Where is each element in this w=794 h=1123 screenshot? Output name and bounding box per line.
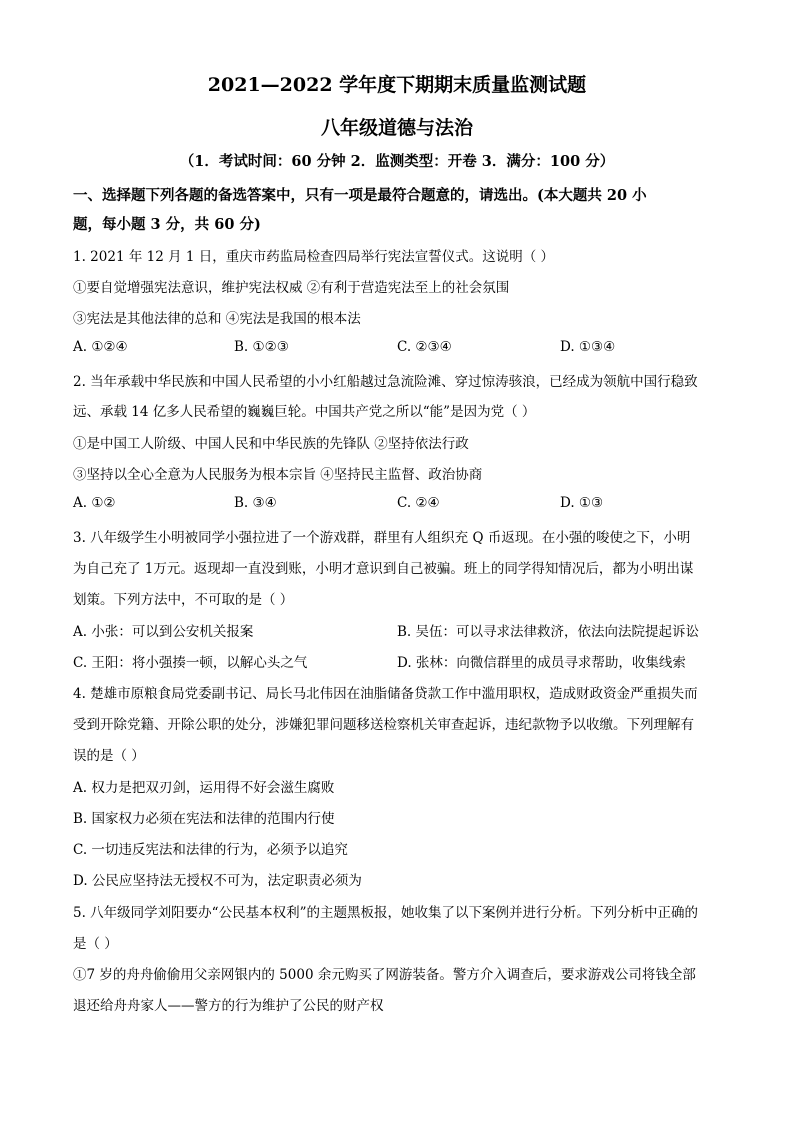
- q5-stem-line2: 是（ ）: [73, 936, 118, 952]
- q1-option-c: C. ②③④: [397, 339, 452, 355]
- q2-option-c: C. ②④: [397, 495, 440, 511]
- q2-option-d: D. ①③: [560, 495, 604, 511]
- q3-option-d: D. 张林：向微信群里的成员寻求帮助，收集线索: [397, 655, 686, 671]
- q4-option-b: B. 国家权力必须在宪法和法律的范围内行使: [73, 811, 335, 827]
- section-heading-line2: 题，每小题 3 分，共 60 分): [73, 216, 261, 233]
- q4-option-c: C. 一切违反宪法和法律的行为，必须予以追究: [73, 842, 348, 858]
- exam-info: （1．考试时间：60 分钟 2．监测类型：开卷 3．满分：100 分）: [179, 153, 615, 170]
- q1-option-d: D. ①③④: [560, 339, 616, 355]
- q3-stem-line3: 划策。下列方法中，不可取的是（ ）: [73, 592, 294, 608]
- q3-option-a: A. 小张：可以到公安机关报案: [73, 624, 254, 640]
- q2-statements-1: ①是中国工人阶级、中国人民和中华民族的先锋队 ②坚持依法行政: [73, 436, 469, 452]
- q2-option-a: A. ①②: [73, 495, 116, 511]
- q1-statements-2: ③宪法是其他法律的总和 ④宪法是我国的根本法: [73, 311, 361, 327]
- exam-subject: 八年级道德与法治: [320, 117, 473, 139]
- exam-title: 2021—2022 学年度下期期末质量监测试题: [207, 74, 587, 96]
- q1-stem: 1. 2021 年 12 月 1 日，重庆市药监局检查四局举行宪法宣誓仪式。这说明（ ）: [73, 249, 555, 265]
- q2-statements-2: ③坚持以全心全意为人民服务为根本宗旨 ④坚持民主监督、政治协商: [73, 467, 483, 483]
- q3-stem-line2: 为自己充了 1万元。返现却一直没到账，小明才意识到自己被骗。班上的同学得知情况后，都为小明出谋: [73, 561, 694, 577]
- q2-option-b: B. ③④: [234, 495, 277, 511]
- q3-stem-line1: 3. 八年级学生小明被同学小强拉进了一个游戏群，群里有人组织充 Q 币返现。在小强的唆使之下，小明: [73, 530, 691, 546]
- section-heading-line1: 一、选择题下列各题的备选答案中，只有一项是最符合题意的，请选出。(本大题共 20 小: [73, 187, 647, 204]
- q1-statements-1: ①要自觉增强宪法意识，维护宪法权威 ②有利于营造宪法至上的社会氛围: [73, 280, 510, 296]
- q4-stem-line3: 误的是（ ）: [73, 748, 145, 764]
- q3-option-b: B. 吴伍：可以寻求法律救济，依法向法院提起诉讼: [397, 624, 700, 640]
- q5-case-line2: 退还给舟舟家人——警方的行为维护了公民的财产权: [73, 998, 384, 1014]
- q1-option-a: A. ①②④: [73, 339, 128, 355]
- q5-case-line1: ①7 岁的舟舟偷偷用父亲网银内的 5000 余元购买了网游装备。警方介入调查后，要求游戏公司将钱全部: [73, 967, 696, 983]
- q2-stem-line1: 2. 当年承载中华民族和中国人民希望的小小红船越过急流险滩、穿过惊涛骇浪，已经成为领航中国行稳致: [73, 374, 698, 390]
- q4-option-a: A. 权力是把双刃剑，运用得不好会滋生腐败: [73, 780, 335, 796]
- q4-stem-line2: 受到开除党籍、开除公职的处分，涉嫌犯罪问题移送检察机关审查起诉，违纪款物予以收缴。下列理解有: [73, 717, 694, 733]
- q4-option-d: D. 公民应坚持法无授权不可为，法定职责必须为: [73, 873, 362, 889]
- q1-option-b: B. ①②③: [234, 339, 289, 355]
- q3-option-c: C. 王阳：将小强揍一顿，以解心头之气: [73, 655, 308, 671]
- q2-stem-line2: 远、承载 14 亿多人民希望的巍巍巨轮。中国共产党之所以“能”是因为党（ ）: [73, 404, 536, 420]
- q4-stem-line1: 4. 楚雄市原粮食局党委副书记、局长马北伟因在油脂储备贷款工作中滥用职权，造成财政资金严重损失而: [73, 686, 698, 702]
- q5-stem-line1: 5. 八年级同学刘阳要办“公民基本权利”的主题黑板报，她收集了以下案例并进行分析。下列分析中正确的: [73, 905, 698, 921]
